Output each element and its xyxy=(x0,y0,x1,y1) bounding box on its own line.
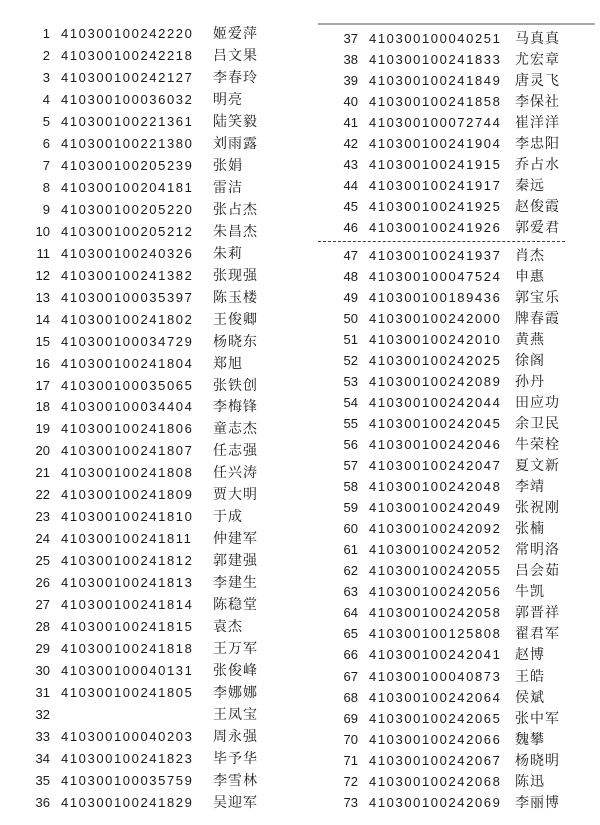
row-name: 李娜娜 xyxy=(213,684,258,701)
table-row xyxy=(318,395,595,410)
row-name: 朱莉 xyxy=(213,244,243,261)
table-row xyxy=(318,584,595,599)
row-name: 夏文新 xyxy=(515,457,560,474)
row-number: 58 xyxy=(343,479,358,495)
row-id-number: 410300100242127 xyxy=(61,69,194,85)
table-row xyxy=(318,332,595,347)
row-id-number: 410300100241858 xyxy=(369,94,502,110)
table-row xyxy=(30,575,302,590)
table-row xyxy=(30,421,302,436)
row-name: 仲建军 xyxy=(213,530,258,547)
row-id-number: 410300100242048 xyxy=(369,479,502,495)
roster-column-right xyxy=(318,23,595,810)
table-row xyxy=(30,443,302,458)
row-name: 王凤宝 xyxy=(213,706,258,723)
row-id-number: 410300100241806 xyxy=(61,421,194,437)
table-row xyxy=(318,542,595,557)
row-id-number: 410300100241904 xyxy=(369,136,502,152)
table-row xyxy=(318,290,595,305)
row-name: 王万军 xyxy=(213,640,258,657)
row-number: 72 xyxy=(343,773,358,789)
table-row xyxy=(30,509,302,524)
table-row xyxy=(318,795,595,810)
row-id-number: 410300100242041 xyxy=(369,647,502,663)
row-name: 李忠阳 xyxy=(515,135,560,152)
row-id-number: 410300100241810 xyxy=(61,509,194,525)
table-row xyxy=(30,553,302,568)
row-name: 郭宝乐 xyxy=(515,289,560,306)
row-id-number: 410300100242220 xyxy=(61,26,194,41)
row-number: 25 xyxy=(35,553,50,569)
row-id-number: 410300100040131 xyxy=(61,663,194,679)
row-number: 57 xyxy=(343,458,358,474)
row-name: 王俊卿 xyxy=(213,310,258,327)
row-number: 54 xyxy=(343,395,358,411)
row-number: 29 xyxy=(35,641,50,657)
row-name: 乔占水 xyxy=(515,156,560,173)
row-name: 李保社 xyxy=(515,93,560,110)
row-name: 赵俊霞 xyxy=(515,198,560,215)
row-number: 3 xyxy=(42,69,50,85)
table-row xyxy=(30,334,302,349)
row-number: 17 xyxy=(35,377,50,393)
table-row xyxy=(30,399,302,414)
row-id-number: 410300100035759 xyxy=(61,772,194,788)
row-id-number: 410300100241802 xyxy=(61,311,194,327)
row-number: 30 xyxy=(35,663,50,679)
table-row xyxy=(318,626,595,641)
row-name: 陈稳堂 xyxy=(213,596,258,613)
row-name: 童志杰 xyxy=(213,420,258,437)
row-name: 马真真 xyxy=(515,30,560,47)
row-id-number: 410300100242068 xyxy=(369,773,502,789)
row-id-number: 410300100241809 xyxy=(61,487,194,503)
row-name: 吕文果 xyxy=(213,46,258,63)
table-row xyxy=(30,48,302,63)
table-row xyxy=(30,224,302,239)
row-name: 毕予华 xyxy=(213,749,258,766)
row-id-number: 410300100242092 xyxy=(369,521,502,537)
row-number: 39 xyxy=(343,73,358,89)
row-id-number: 410300100241382 xyxy=(61,267,194,283)
row-number: 23 xyxy=(35,509,50,525)
row-name: 张娟 xyxy=(213,156,243,173)
row-number: 19 xyxy=(35,421,50,437)
row-number: 40 xyxy=(343,94,358,110)
row-number: 63 xyxy=(343,584,358,600)
row-name: 张现强 xyxy=(213,266,258,283)
row-name: 任兴涛 xyxy=(213,464,258,481)
row-number: 8 xyxy=(42,179,50,195)
row-name: 尤宏章 xyxy=(515,51,560,68)
table-row xyxy=(318,136,595,151)
row-id-number: 410300100241829 xyxy=(61,794,194,810)
row-name: 王皓 xyxy=(515,667,545,684)
row-number: 12 xyxy=(35,267,50,283)
row-number: 36 xyxy=(35,794,50,810)
row-name: 田应功 xyxy=(515,394,560,411)
table-row xyxy=(30,92,302,107)
row-number: 31 xyxy=(35,685,50,701)
row-name: 陈迅 xyxy=(515,772,545,789)
row-name: 赵博 xyxy=(515,646,545,663)
row-number: 70 xyxy=(343,731,358,747)
row-id-number: 410300100189436 xyxy=(369,290,502,306)
table-row xyxy=(30,795,302,810)
row-id-number: 410300100241811 xyxy=(61,531,193,547)
row-id-number: 410300100242218 xyxy=(61,47,194,63)
table-row xyxy=(318,311,595,326)
row-number: 68 xyxy=(343,689,358,705)
table-row xyxy=(30,246,302,261)
row-id-number: 410300100242047 xyxy=(369,458,502,474)
row-number: 66 xyxy=(343,647,358,663)
row-name: 张中军 xyxy=(515,709,560,726)
row-number: 73 xyxy=(343,794,358,810)
row-id-number: 410300100241849 xyxy=(369,73,502,89)
row-name: 张占杰 xyxy=(213,200,258,217)
row-number: 2 xyxy=(42,47,50,63)
row-name: 李春玲 xyxy=(213,68,258,85)
table-row xyxy=(30,729,302,744)
row-id-number: 410300100241917 xyxy=(369,178,502,194)
row-name: 明亮 xyxy=(213,90,243,107)
table-row xyxy=(30,136,302,151)
row-number: 20 xyxy=(35,443,50,459)
row-number: 35 xyxy=(35,772,50,788)
row-name: 肖杰 xyxy=(515,247,545,264)
row-id-number: 410300100241823 xyxy=(61,750,194,766)
table-row xyxy=(30,158,302,173)
row-name: 郑旭 xyxy=(213,354,243,371)
row-id-number: 410300100241805 xyxy=(61,685,194,701)
table-row xyxy=(318,73,595,88)
row-number: 7 xyxy=(42,157,50,173)
row-id-number: 410300100040203 xyxy=(61,729,194,744)
row-number: 9 xyxy=(42,201,50,217)
table-row xyxy=(318,220,595,235)
table-row xyxy=(30,70,302,85)
row-id-number: 410300100205220 xyxy=(61,201,194,217)
row-number: 13 xyxy=(35,289,50,305)
row-id-number: 410300100242052 xyxy=(369,542,502,558)
row-name: 李梅锋 xyxy=(213,398,258,415)
section-divider-dashed xyxy=(318,241,565,242)
table-row xyxy=(30,465,302,480)
table-row xyxy=(30,356,302,371)
row-name: 贾大明 xyxy=(213,486,258,503)
row-name: 郭晋祥 xyxy=(515,604,560,621)
row-name: 侯斌 xyxy=(515,688,545,705)
row-number: 22 xyxy=(35,487,50,503)
row-name: 崔洋洋 xyxy=(515,114,560,131)
row-number: 53 xyxy=(343,374,358,390)
row-name: 陆笑毅 xyxy=(213,112,258,129)
row-number: 50 xyxy=(343,311,358,327)
row-id-number: 410300100040251 xyxy=(369,31,502,47)
row-id-number: 410300100241814 xyxy=(61,597,194,613)
row-name: 郭建强 xyxy=(213,552,258,569)
row-number: 5 xyxy=(42,113,50,129)
table-row xyxy=(318,199,595,214)
table-row xyxy=(318,563,595,578)
row-number: 52 xyxy=(343,353,358,369)
table-row xyxy=(30,290,302,305)
row-number: 64 xyxy=(343,605,358,621)
row-id-number: 410300100242044 xyxy=(369,395,502,411)
row-number: 51 xyxy=(343,332,358,348)
row-id-number: 410300100240326 xyxy=(61,245,194,261)
table-row xyxy=(318,157,595,172)
table-row xyxy=(318,479,595,494)
row-id-number: 410300100242065 xyxy=(369,710,502,726)
table-row xyxy=(318,732,595,747)
table-row xyxy=(318,753,595,768)
row-number: 43 xyxy=(343,157,358,173)
row-name: 李雪林 xyxy=(213,771,258,788)
row-number: 6 xyxy=(42,135,50,151)
table-row xyxy=(30,685,302,700)
row-name: 姬爱萍 xyxy=(213,25,258,41)
row-number: 65 xyxy=(343,626,358,642)
row-number: 4 xyxy=(42,91,50,107)
row-name: 朱昌杰 xyxy=(213,222,258,239)
row-number: 24 xyxy=(35,531,50,547)
table-row xyxy=(30,751,302,766)
table-row xyxy=(30,707,302,722)
table-row xyxy=(318,269,595,284)
row-name: 牛凯 xyxy=(515,583,545,600)
row-number: 62 xyxy=(343,563,358,579)
row-number: 10 xyxy=(35,223,50,239)
row-name: 魏攀 xyxy=(515,730,545,747)
table-row xyxy=(30,378,302,393)
row-number: 28 xyxy=(35,619,50,635)
row-id-number: 410300100241808 xyxy=(61,465,194,481)
row-number: 45 xyxy=(343,199,358,215)
row-number: 60 xyxy=(343,521,358,537)
row-number: 59 xyxy=(343,500,358,516)
row-id-number: 410300100035397 xyxy=(61,289,194,305)
row-name: 雷洁 xyxy=(213,178,243,195)
row-number: 11 xyxy=(36,245,50,261)
row-number: 41 xyxy=(343,115,358,131)
row-id-number: 410300100242045 xyxy=(369,416,502,432)
row-id-number: 410300100242064 xyxy=(369,689,502,705)
row-id-number: 410300100242056 xyxy=(369,584,502,600)
row-id-number: 410300100241925 xyxy=(369,199,502,215)
table-row xyxy=(318,353,595,368)
table-row xyxy=(318,774,595,789)
row-number: 55 xyxy=(343,416,358,432)
row-name: 黄燕 xyxy=(515,331,545,348)
row-id-number: 410300100241813 xyxy=(61,575,194,591)
row-number: 69 xyxy=(343,710,358,726)
row-id-number: 410300100241812 xyxy=(61,553,194,569)
row-number: 32 xyxy=(35,707,50,723)
table-row xyxy=(30,663,302,678)
row-id-number: 410300100242069 xyxy=(369,794,502,810)
row-number: 67 xyxy=(343,668,358,684)
row-number: 42 xyxy=(343,136,358,152)
row-id-number: 410300100221380 xyxy=(61,135,194,151)
row-number: 27 xyxy=(35,597,50,613)
row-id-number: 410300100242055 xyxy=(369,563,502,579)
row-number: 16 xyxy=(35,355,50,371)
row-name: 张楠 xyxy=(515,520,545,537)
row-name: 秦远 xyxy=(515,177,545,194)
column-top-rule xyxy=(318,23,595,25)
table-row xyxy=(30,487,302,502)
table-row xyxy=(30,26,302,41)
row-id-number: 410300100072744 xyxy=(369,115,502,131)
row-name: 徐阁 xyxy=(515,352,545,369)
table-row xyxy=(318,605,595,620)
table-row xyxy=(30,268,302,283)
row-name: 郭爱君 xyxy=(515,219,560,236)
row-id-number: 410300100035065 xyxy=(61,377,194,393)
table-row xyxy=(318,437,595,452)
row-id-number: 410300100036032 xyxy=(61,91,194,107)
table-row xyxy=(30,597,302,612)
row-name: 张祝刚 xyxy=(515,499,560,516)
row-number: 46 xyxy=(343,220,358,236)
row-id-number: 410300100241915 xyxy=(369,157,502,173)
row-id-number: 410300100242000 xyxy=(369,311,502,327)
row-name: 吕会茹 xyxy=(515,562,560,579)
row-id-number: 410300100241926 xyxy=(369,220,502,236)
table-row xyxy=(318,647,595,662)
row-name: 孙丹 xyxy=(515,373,545,390)
row-id-number: 410300100242089 xyxy=(369,374,502,390)
row-id-number: 410300100034404 xyxy=(61,399,194,415)
table-row xyxy=(318,374,595,389)
row-id-number: 410300100034729 xyxy=(61,333,194,349)
row-id-number: 410300100221361 xyxy=(61,113,194,129)
row-number: 14 xyxy=(35,311,50,327)
row-id-number: 410300100242058 xyxy=(369,605,502,621)
row-number: 38 xyxy=(343,52,358,68)
row-number: 47 xyxy=(343,248,358,264)
table-row xyxy=(318,458,595,473)
row-name: 任志强 xyxy=(213,442,258,459)
row-id-number: 410300100242025 xyxy=(369,353,502,369)
row-name: 陈玉楼 xyxy=(213,288,258,305)
row-number: 44 xyxy=(343,178,358,194)
table-row xyxy=(30,531,302,546)
row-name: 常明洛 xyxy=(515,541,560,558)
table-row xyxy=(30,202,302,217)
row-number: 37 xyxy=(343,31,358,47)
table-row xyxy=(30,773,302,788)
table-row xyxy=(318,248,595,263)
row-number: 61 xyxy=(343,542,358,558)
row-id-number: 410300100205239 xyxy=(61,157,194,173)
table-row xyxy=(318,178,595,193)
row-name: 李丽博 xyxy=(515,793,560,810)
row-number: 34 xyxy=(35,750,50,766)
row-id-number: 410300100125808 xyxy=(369,626,502,642)
row-id-number: 410300100242046 xyxy=(369,437,502,453)
row-name: 牌春霞 xyxy=(515,310,560,327)
row-number: 49 xyxy=(343,290,358,306)
table-row xyxy=(30,114,302,129)
table-row xyxy=(318,690,595,705)
row-name: 张铁创 xyxy=(213,376,258,393)
table-row xyxy=(318,521,595,536)
row-id-number: 410300100205212 xyxy=(61,223,194,239)
row-number: 26 xyxy=(35,575,50,591)
row-name: 唐灵飞 xyxy=(515,72,560,89)
table-row xyxy=(318,711,595,726)
table-row xyxy=(30,619,302,634)
table-row xyxy=(30,312,302,327)
table-row xyxy=(318,115,595,130)
row-id-number: 410300100047524 xyxy=(369,269,502,285)
row-id-number: 410300100242066 xyxy=(369,731,502,747)
row-name: 李建生 xyxy=(213,574,258,591)
row-number: 15 xyxy=(35,333,50,349)
row-number: 18 xyxy=(35,399,50,415)
row-name: 李靖 xyxy=(515,478,545,495)
row-id-number: 410300100040873 xyxy=(369,668,502,684)
row-name: 牛荣栓 xyxy=(515,436,560,453)
row-name: 周永强 xyxy=(213,728,258,744)
row-id-number: 410300100241833 xyxy=(369,52,502,68)
row-name: 袁杰 xyxy=(213,618,243,635)
row-id-number: 410300100242010 xyxy=(369,332,502,348)
table-row xyxy=(30,641,302,656)
row-id-number: 410300100241815 xyxy=(61,619,194,635)
row-id-number: 410300100241804 xyxy=(61,355,194,371)
row-id-number: 410300100241937 xyxy=(369,248,502,264)
row-name: 杨晓明 xyxy=(515,751,560,768)
row-name: 吴迎军 xyxy=(213,793,258,810)
row-id-number: 410300100241818 xyxy=(61,641,194,657)
row-name: 刘雨露 xyxy=(213,134,258,151)
row-name: 于成 xyxy=(213,508,243,525)
row-number: 33 xyxy=(35,729,50,744)
table-row xyxy=(318,669,595,684)
table-row xyxy=(318,500,595,515)
table-row xyxy=(318,416,595,431)
row-name: 申惠 xyxy=(515,268,545,285)
row-number: 56 xyxy=(343,437,358,453)
table-row xyxy=(318,52,595,67)
row-name: 翟君军 xyxy=(515,625,560,642)
row-name: 杨晓东 xyxy=(213,332,258,349)
row-id-number: 410300100242067 xyxy=(369,752,502,768)
table-row xyxy=(30,180,302,195)
row-number: 48 xyxy=(343,269,358,285)
row-number: 21 xyxy=(35,465,50,481)
row-number: 1 xyxy=(42,26,50,41)
row-number: 71 xyxy=(343,752,358,768)
table-row xyxy=(318,94,595,109)
row-name: 余卫民 xyxy=(515,415,560,432)
row-id-number: 410300100241807 xyxy=(61,443,194,459)
table-row xyxy=(318,31,595,46)
row-name: 张俊峰 xyxy=(213,662,258,679)
roster-column-left xyxy=(30,26,302,810)
row-id-number: 410300100242049 xyxy=(369,500,502,516)
row-id-number: 410300100204181 xyxy=(61,179,194,195)
